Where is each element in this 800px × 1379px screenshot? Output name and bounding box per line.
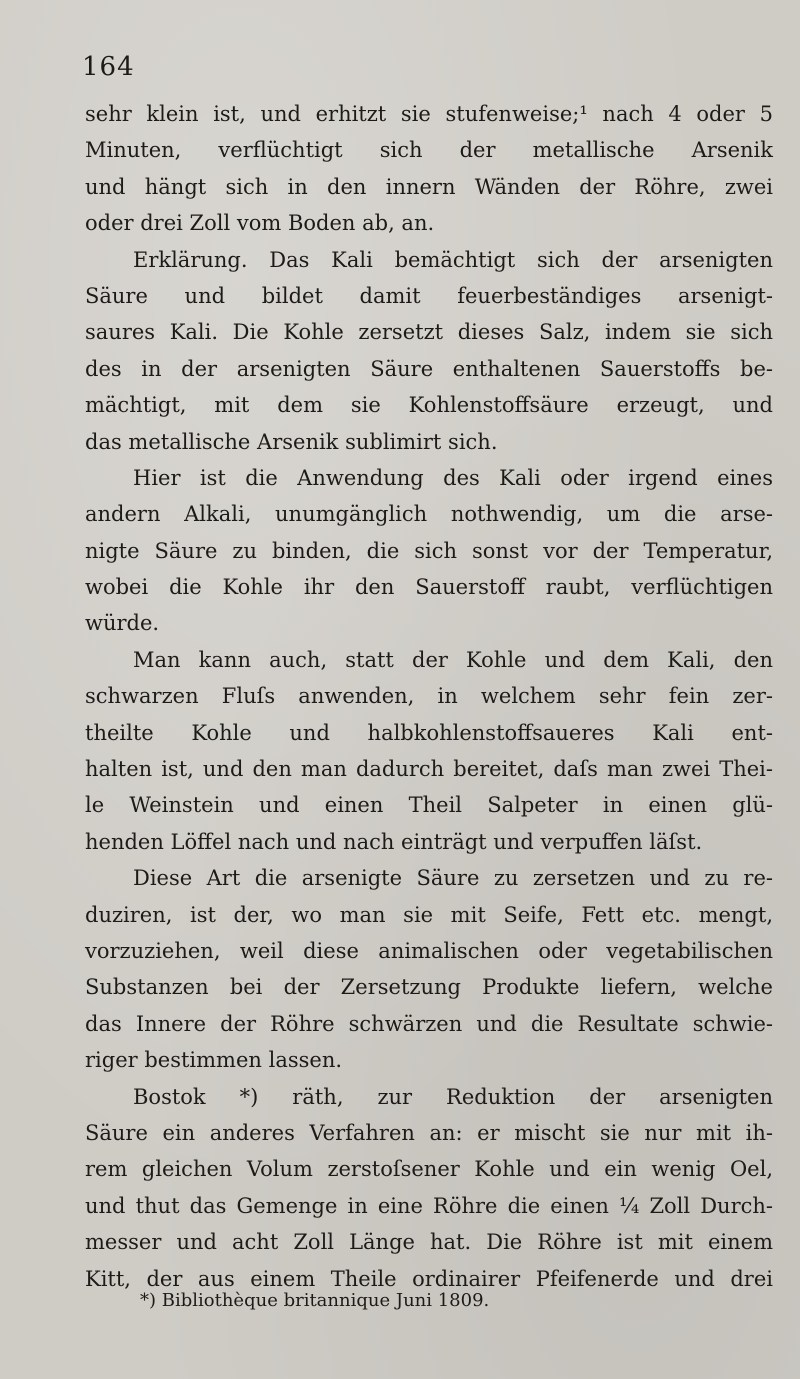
text-line: würde. [85, 611, 160, 636]
text-line: schwarzen Fluſs anwenden, in welchem sehr fein zer- [85, 684, 773, 709]
text-line: oder drei Zoll vom Boden ab, an. [85, 211, 435, 236]
text-line: sehr klein ist, und erhitzt sie stufenweise;¹ nach 4 oder 5 [85, 102, 773, 126]
text-line: saures Kali. Die Kohle zersetzt dieses Salz, indem sie sich [85, 320, 773, 345]
text-line: Säure ein anderes Verfahren an: er mischt sie nur mit ih- [85, 1120, 773, 1145]
text-line: messer und acht Zoll Länge hat. Die Röhre ist mit einem [85, 1230, 773, 1255]
text-line: des in der arsenigten Säure enthaltenen Sauerstoffs be- [85, 356, 773, 381]
body-text [85, 96, 773, 1297]
page-number: 164 [82, 52, 135, 82]
text-line: Bostok *) räth, zur Reduktion der arsenigten [133, 1084, 773, 1109]
text-line: Hier ist die Anwendung des Kali oder irgend eines [133, 465, 773, 490]
text-line: mächtigt, mit dem sie Kohlenstoffsäure erzeugt, und [85, 393, 773, 418]
text-line: vorzuziehen, weil diese animalischen oder vegetabilischen [85, 938, 773, 963]
text-line: Erklärung. Das Kali bemächtigt sich der arsenigten [133, 247, 773, 272]
text-line: und thut das Gemenge in eine Röhre die einen ¼ Zoll Durch- [85, 1193, 773, 1218]
text-line: henden Löffel nach und nach einträgt und verpuffen läſst. [85, 829, 703, 854]
text-line: Säure und bildet damit feuerbeständiges arsenigt- [85, 283, 773, 308]
text-line: das metallische Arsenik sublimirt sich. [85, 429, 498, 454]
text-line: duziren, ist der, wo man sie mit Seife, Fett etc. mengt, [85, 902, 773, 927]
text-line: andern Alkali, unumgänglich nothwendig, um die arse- [85, 502, 773, 527]
text-line: Substanzen bei der Zersetzung Produkte liefern, welche [85, 975, 773, 1000]
text-line: rem gleichen Volum zerstoſsener Kohle und ein wenig Oel, [85, 1157, 773, 1182]
text-line: Diese Art die arsenigte Säure zu zersetzen und zu re- [133, 866, 773, 891]
text-line: Man kann auch, statt der Kohle und dem Kali, den [133, 647, 773, 672]
text-line: das Innere der Röhre schwärzen und die Resultate schwie- [85, 1011, 773, 1036]
text-line: halten ist, und den man dadurch bereitet, daſs man zwei Thei- [85, 757, 773, 782]
text-line: wobei die Kohle ihr den Sauerstoff raubt, verflüchtigen [85, 575, 773, 600]
text-line: Minuten, verflüchtigt sich der metallische Arsenik [85, 138, 773, 163]
text-line: nigte Säure zu binden, die sich sonst vor der Temperatur, [85, 538, 773, 563]
text-line: Kitt, der aus einem Theile ordinairer Pfeifenerde und drei [85, 1266, 773, 1291]
text-line: theilte Kohle und halbkohlenstoffsaueres Kali ent- [85, 720, 773, 745]
footnote: *) Bibliothèque britannique Juni 1809. [140, 1290, 490, 1311]
text-line: riger bestimmen lassen. [85, 1048, 343, 1073]
text-line: und hängt sich in den innern Wänden der Röhre, zwei [85, 174, 773, 199]
text-line: le Weinstein und einen Theil Salpeter in einen glü- [85, 793, 773, 818]
